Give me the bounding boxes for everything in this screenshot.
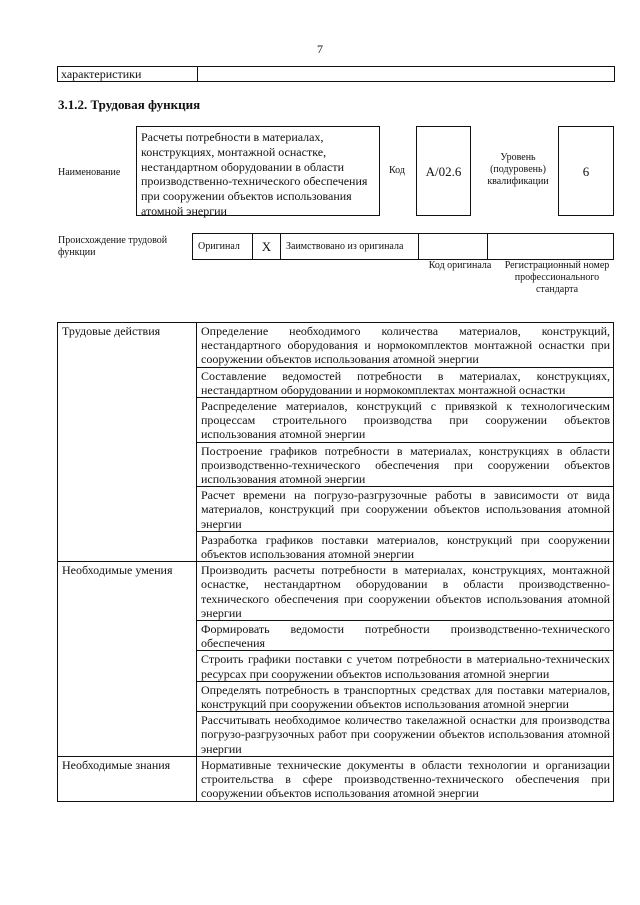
origin-code-cell	[418, 233, 487, 260]
group-label-knowledge: Необходимые знания	[58, 757, 197, 801]
function-name: Расчеты потребности в материалах, конструкциях, монтажной оснастке, нестандартном оборудовании в области производственно-технического обеспечения при сооружении объектов использования атомной энергии	[136, 126, 380, 216]
continuation-value	[198, 67, 614, 81]
origin-mark-cell: X	[252, 233, 280, 260]
table-cell: Построение графиков потребности в материалах, конструкциях в области производственно-технического обеспечения при сооружении объектов использования атомной энергии	[197, 442, 613, 487]
reg-number-label: Регистрационный номер профессионального стандарта	[504, 260, 610, 295]
qualification-level: 6	[558, 126, 614, 216]
table-cell: Строить графики поставки с учетом потребности в материально-технических ресурсах при сооружении объектов использования атомной энергии	[197, 650, 613, 680]
group-label-skills: Необходимые умения	[58, 562, 197, 756]
group-items	[197, 323, 613, 561]
code-label: Код	[389, 165, 405, 176]
continuation-label: характеристики	[58, 67, 198, 81]
origin-row	[192, 233, 614, 260]
qualification-level-label: Уровень (подуровень) квалификации	[487, 152, 549, 187]
table-cell: Нормативные технические документы в области технологии и организации строительства в сфере производственно-технического обеспечения при сооружении объектов использования атомной энергии	[201, 757, 610, 801]
function-code: A/02.6	[416, 126, 471, 216]
table-group	[58, 323, 613, 561]
continuation-row	[57, 66, 615, 82]
code-original-label: Код оригинала	[428, 260, 492, 271]
table-cell: Определять потребность в транспортных средствах для поставки материалов, конструкций при сооружении объектов использования атомной энергии	[197, 681, 613, 711]
table-cell: Распределение материалов, конструкций с привязкой к технологическим процессам строительного производства при сооружении объектов использования атомной энергии	[197, 397, 613, 442]
table-group	[58, 756, 613, 801]
table-cell: Формировать ведомости потребности производственно-технического обеспечения	[197, 620, 613, 650]
table-cell: Составление ведомостей потребности в материалах, конструкциях, нестандартном оборудовании и нормокомплектах монтажной оснастки	[197, 367, 613, 397]
function-details-table	[57, 322, 614, 802]
table-group	[58, 561, 613, 756]
table-cell: Разработка графиков поставки материалов, конструкций при сооружении объектов использования атомной энергии	[197, 531, 613, 561]
origin-label: Происхождение трудовой функции	[58, 235, 168, 258]
group-items	[197, 562, 613, 756]
page-number: 7	[317, 42, 323, 56]
origin-reg-number-cell	[487, 233, 614, 260]
group-label-actions: Трудовые действия	[58, 323, 197, 561]
table-cell: Определение необходимого количества материалов, конструкций, нестандартного оборудования и нормокомплектов монтажной оснастки при сооружении объектов использования атомной энергии	[201, 324, 610, 367]
table-cell: Расчет времени на погрузо-разгрузочные работы в зависимости от вида материалов, конструкций при сооружении объектов использования атомной энергии	[197, 486, 613, 531]
name-label: Наименование	[58, 167, 121, 178]
table-cell: Рассчитывать необходимое количество такелажной оснастки для производства погрузо-разгрузочных работ при сооружении объектов использования атомной энергии	[197, 711, 613, 756]
group-items	[197, 757, 613, 801]
origin-original-cell: Оригинал	[192, 233, 252, 260]
section-title: 3.1.2. Трудовая функция	[58, 97, 201, 112]
origin-borrowed-cell: Заимствовано из оригинала	[280, 233, 418, 260]
table-cell: Производить расчеты потребности в материалах, конструкциях, монтажной оснастке, нестандартном оборудовании в области производственно-технического обеспечения при сооружении объектов использования атомной энергии	[201, 563, 610, 620]
